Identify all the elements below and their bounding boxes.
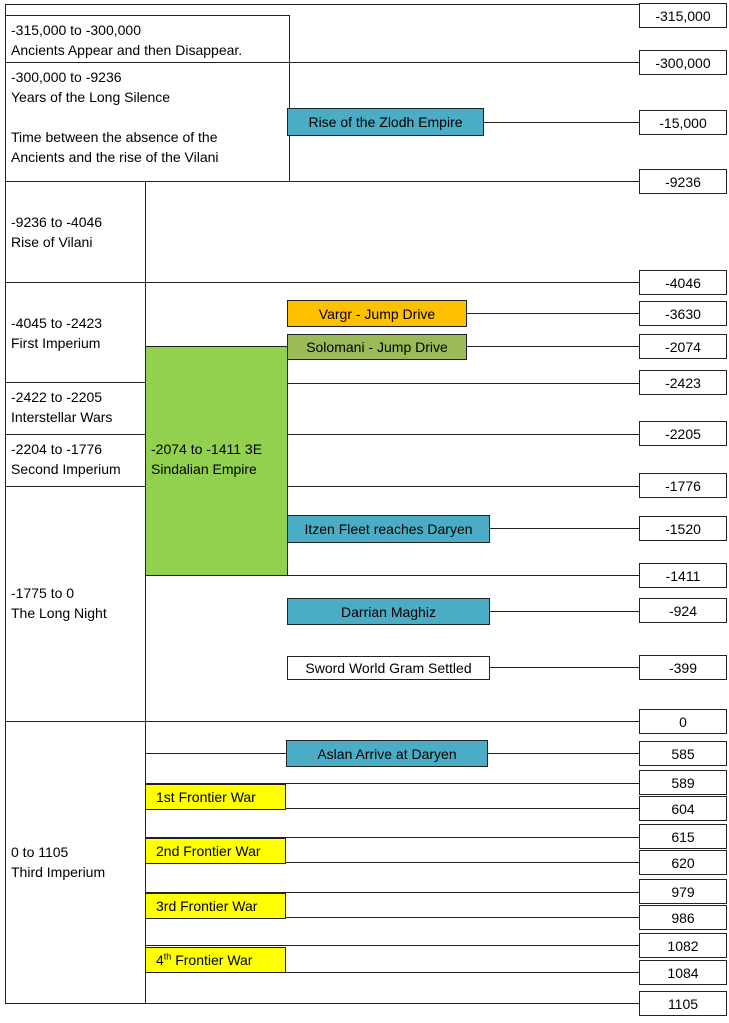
connector-line (286, 917, 640, 918)
year-box (639, 370, 727, 395)
era-ancients (5, 15, 290, 63)
era-title: The Long Night (11, 605, 107, 621)
era-first-imperium (5, 282, 146, 383)
year-label: 986 (671, 909, 695, 926)
era-range: -2204 to -1776 (11, 441, 103, 457)
event-label: 3rd Frontier War (156, 898, 258, 914)
era-range: -2422 to -2205 (11, 389, 103, 405)
era-title: Sindalian Empire (151, 461, 257, 477)
event-label: 1st Frontier War (156, 789, 256, 805)
event-label: Solomani - Jump Drive (306, 339, 448, 355)
year-label: -15,000 (659, 114, 707, 131)
connector-line (286, 808, 640, 809)
year-box (639, 598, 727, 623)
year-label: -300,000 (655, 54, 711, 71)
connector-line (466, 346, 640, 347)
era-title: Years of the Long Silence (11, 89, 171, 105)
connector-line (489, 667, 640, 668)
era-title: First Imperium (11, 335, 101, 351)
year-box (639, 655, 727, 680)
year-label: -1520 (665, 520, 701, 537)
era-range: -300,000 to -9236 (11, 69, 122, 85)
year-box (639, 905, 727, 930)
event-label: Vargr - Jump Drive (318, 305, 436, 322)
event-sword-world-gram (287, 656, 490, 680)
connector-line (287, 383, 640, 384)
event-itzen-fleet (287, 515, 490, 543)
year-label: -2074 (665, 338, 701, 355)
year-box (639, 421, 727, 446)
year-label: 585 (671, 745, 695, 762)
year-box (639, 796, 727, 821)
event-aslan-arrive (286, 740, 488, 767)
event-3rd-frontier-war (145, 893, 286, 919)
year-label: -4046 (665, 274, 701, 291)
connector-line (145, 282, 640, 283)
year-label: -924 (668, 602, 698, 619)
era-third-imperium (5, 721, 146, 1004)
event-label: 4th Frontier War (156, 951, 253, 968)
event-label: Rise of the Zlodh Empire (308, 114, 463, 130)
year-box (639, 301, 727, 326)
connector-line (489, 528, 640, 529)
era-range: -4045 to -2423 (11, 315, 103, 331)
era-sindalian-empire (145, 346, 288, 576)
era-range: -2074 to -1411 3E (151, 441, 263, 457)
era-title: Interstellar Wars (11, 409, 113, 425)
year-box (639, 473, 727, 498)
year-box (639, 50, 727, 75)
connector-line (286, 862, 640, 863)
event-label: Itzen Fleet reaches Daryen (304, 521, 473, 537)
year-label: 979 (671, 883, 695, 900)
year-label: 1084 (667, 964, 699, 981)
year-label: -2205 (665, 425, 701, 442)
year-box (639, 169, 727, 194)
era-note: Time between the absence of the (11, 129, 218, 145)
era-vilani (5, 181, 146, 283)
year-box (639, 3, 727, 28)
year-label: -3630 (665, 305, 701, 322)
era-title: Ancients Appear and then Disappear. (11, 42, 243, 58)
year-label: -9236 (665, 173, 701, 190)
year-box (639, 516, 727, 541)
year-label: -2423 (665, 374, 701, 391)
connector-line (483, 122, 640, 123)
era-note: Ancients and the rise of the Vilani (11, 149, 219, 165)
year-label: 1105 (667, 995, 699, 1012)
event-label: Sword World Gram Settled (305, 660, 472, 676)
year-box (639, 709, 727, 734)
event-zlodh-empire (287, 108, 484, 136)
year-box (639, 563, 727, 588)
year-box (639, 770, 727, 795)
era-title: Rise of Vilani (11, 234, 93, 250)
event-2nd-frontier-war (145, 838, 286, 864)
connector-line (287, 434, 640, 435)
event-darrian-maghiz (287, 598, 490, 625)
era-title: Second Imperium (11, 461, 121, 477)
year-box (639, 334, 727, 359)
event-label: Aslan Arrive at Daryen (317, 745, 457, 762)
event-label: Darrian Maghiz (341, 603, 436, 620)
year-box (639, 824, 727, 849)
event-label: 2nd Frontier War (156, 843, 261, 859)
event-vargr-jump-drive (287, 300, 467, 327)
era-title: Third Imperium (11, 864, 106, 880)
year-box (639, 270, 727, 295)
year-label: 0 (679, 713, 687, 730)
connector-line (145, 945, 640, 946)
era-range: -1775 to 0 (11, 585, 75, 601)
connector-line (145, 753, 286, 754)
connector-line (286, 972, 640, 973)
year-box (639, 960, 727, 985)
connector-line (466, 313, 640, 314)
event-1st-frontier-war (145, 784, 286, 810)
year-label: 604 (671, 800, 695, 817)
year-label: 1082 (667, 937, 699, 954)
era-range: -315,000 to -300,000 (11, 22, 141, 38)
event-4th-frontier-war (145, 947, 286, 973)
year-box (639, 933, 727, 958)
year-label: -315,000 (655, 7, 711, 24)
connector-line (487, 753, 640, 754)
era-long-night (5, 486, 146, 722)
year-label: -1411 (665, 567, 701, 584)
era-interstellar-wars (5, 382, 146, 435)
connector-line (489, 611, 640, 612)
event-solomani-jump-drive (287, 334, 467, 360)
year-label: 589 (671, 774, 695, 791)
year-label: 620 (671, 854, 695, 871)
year-box (639, 991, 727, 1016)
era-long-silence (5, 62, 290, 182)
year-label: 615 (671, 828, 695, 845)
year-box (639, 741, 727, 766)
year-box (639, 879, 727, 904)
era-range: 0 to 1105 (11, 844, 69, 860)
era-range: -9236 to -4046 (11, 214, 103, 230)
year-box (639, 850, 727, 875)
connector-line (5, 4, 640, 5)
connector-line (289, 62, 640, 63)
year-label: -1776 (665, 477, 701, 494)
year-box (639, 110, 727, 135)
connector-line (287, 575, 640, 576)
era-second-imperium (5, 434, 146, 487)
year-label: -399 (668, 659, 698, 676)
